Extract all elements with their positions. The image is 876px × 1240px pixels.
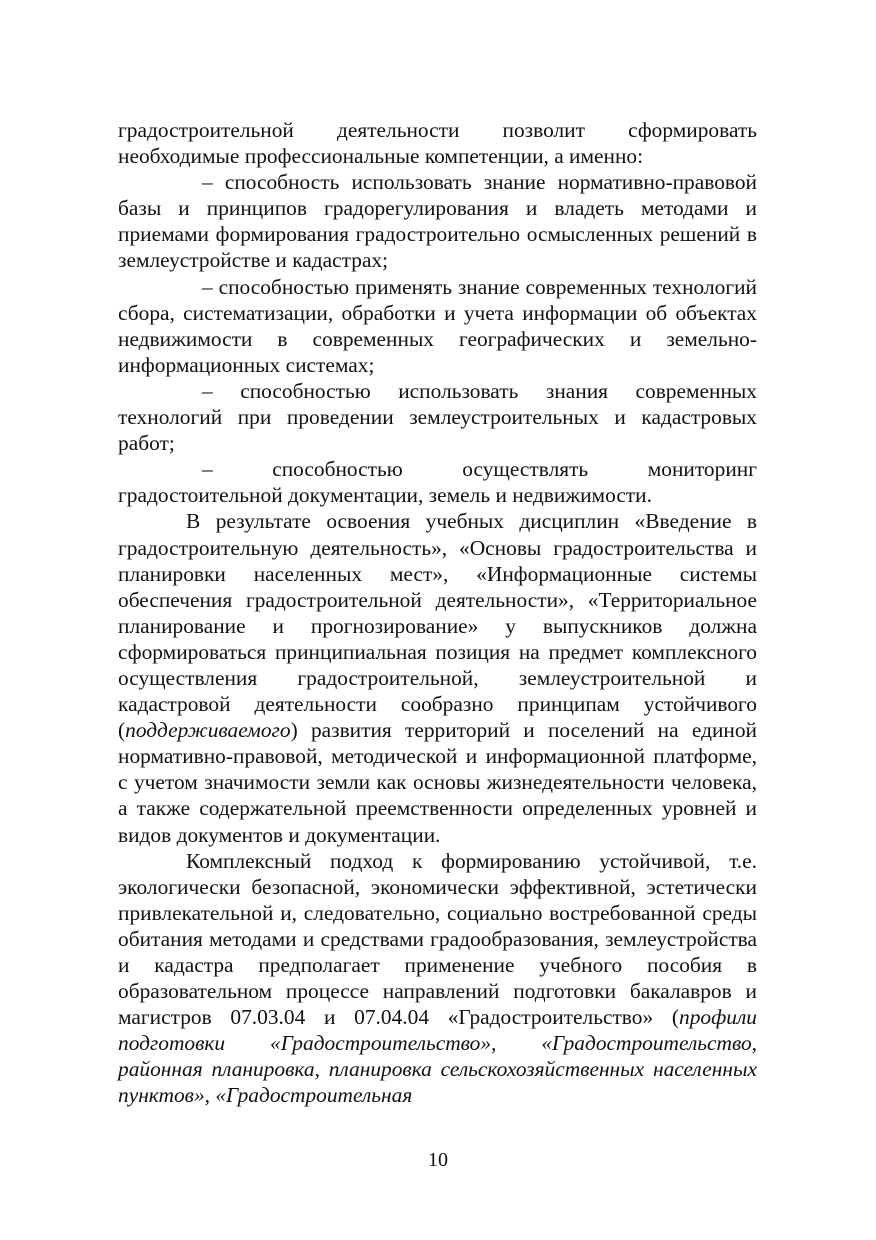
approach-paragraph: [118, 848, 757, 1109]
approach-text: Комплексный подход к формированию устойчивой, т.е. экологически безопасной, экономически эффективной, эстетически привлекательной и, следовательно, социально востребованной среды обитания методами и средствами градообразования, землеустройства и кадастра предполагает применение учебного пособия в образовательном процессе направлений подготовки бакалавров и магистров 07.03.04 и 07.04.04 «Градостроительство» (: [118, 848, 757, 1030]
results-text-end: ) развития территорий и поселений на единой нормативно-правовой, методической и информационной платформе, с учетом значимости земли как основы жизнедеятельности человека, а также содержательной преемственности определенных уровней и видов документов и документации.: [118, 718, 757, 847]
competence-item: – способностью применять знание современных технологий сбора, систематизации, обработки и учета информации об объектах недвижимости в современных географических и земельно-информационных системах;: [118, 274, 757, 377]
results-italic-term: поддерживаемого: [125, 718, 291, 743]
competence-item: – способностью использовать знания современных технологий при проведении землеустроительных и кадастровых работ;: [118, 378, 757, 456]
page-body: [118, 117, 757, 1109]
competence-item: – способность использовать знание нормативно-правовой базы и принципов градорегулирования и владеть методами и приемами формирования градостроительно осмысленных решений в землеустройстве и кадастрах;: [118, 170, 757, 273]
intro-paragraph: градостроительной деятельности позволит сформировать необходимые профессиональные компетенции, а именно:: [118, 118, 757, 169]
approach-italic-profiles: профили подготовки «Градостроительство», «Градостроительство, районная планировка, планировка сельскохозяйственных населенных пунктов», «Градостроительная: [118, 1005, 757, 1108]
page-number: 10: [428, 1149, 448, 1171]
competence-item: – способностью осуществлять мониторинг градостоительной документации, земель и недвижимости.: [118, 457, 757, 508]
results-paragraph: [118, 508, 757, 847]
results-text-start: В результате освоения учебных дисциплин «Введение в градостроительную деятельность», «Основы градостроительства и планировки населенных мест», «Информационные системы обеспечения градостроительной деятельности», «Территориальное планирование и прогнозирование» у выпускников должна сформироваться принципиальная позиция на предмет комплексного осуществления градостроительной, землеустроительной и кадастровой деятельности сообразно принципам устойчивого (: [118, 509, 757, 743]
